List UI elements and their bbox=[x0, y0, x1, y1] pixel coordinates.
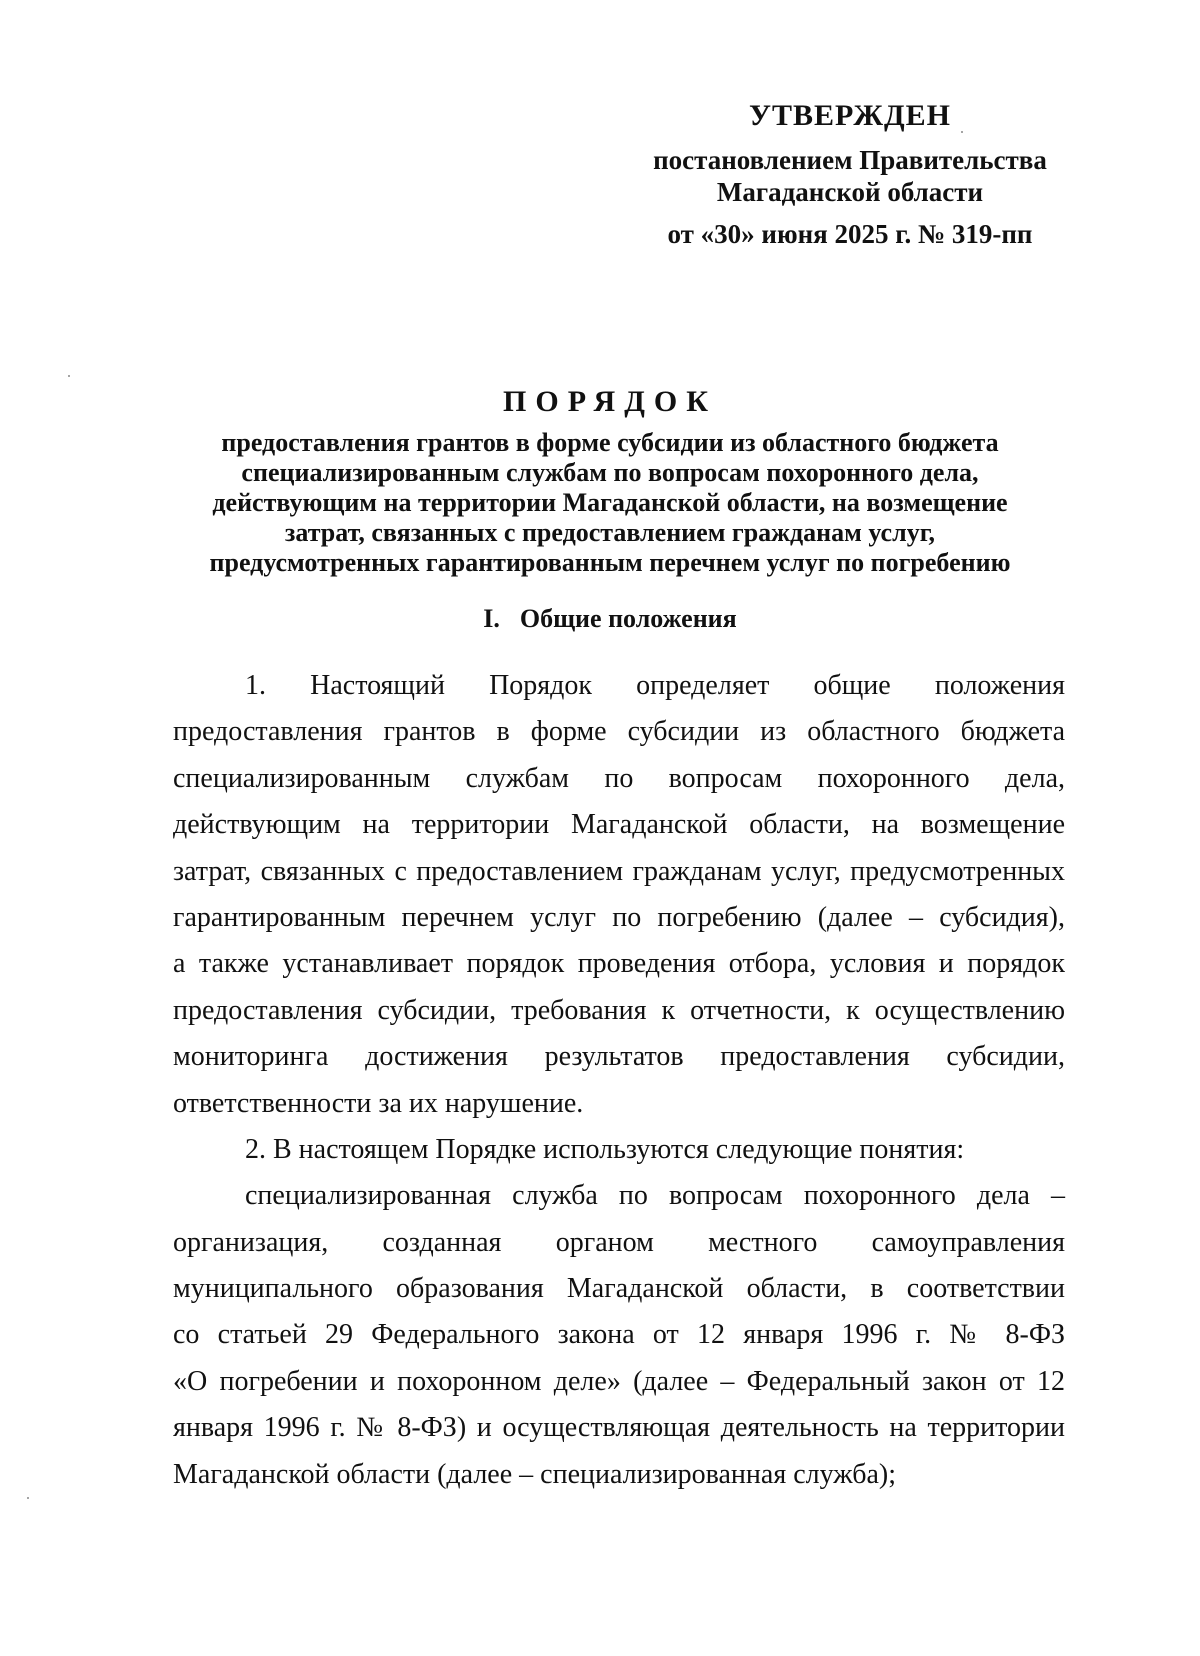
document-subtitle-line: затрат, связанных с предоставлением гражданам услуг, bbox=[284, 518, 936, 547]
body-text bbox=[173, 663, 1065, 1498]
document-title-block bbox=[160, 384, 1060, 578]
approval-line-1: постановлением Правительства bbox=[653, 145, 1047, 175]
body-line: а также устанавливает порядок проведения отбора, условия и порядок bbox=[173, 948, 1065, 980]
scan-speck bbox=[68, 375, 70, 377]
document-subtitle-line: предусмотренных гарантированным перечнем услуг по погребению bbox=[209, 548, 1011, 577]
body-line: специализированная служба по вопросам похоронного дела – bbox=[245, 1180, 1065, 1212]
body-line: муниципального образования Магаданской области, в соответствии bbox=[173, 1273, 1065, 1305]
approval-stamp: УТВЕРЖДЕН bbox=[749, 99, 951, 132]
body-line: предоставления грантов в форме субсидии из областного бюджета bbox=[173, 716, 1065, 748]
body-line: организация, созданная органом местного самоуправления bbox=[173, 1226, 1065, 1258]
section-title: Общие положения bbox=[519, 604, 737, 633]
body-line: со статьей 29 Федерального закона от 12 января 1996 г. № 8-ФЗ bbox=[173, 1319, 1065, 1351]
decree-date-line: от «30» июня 2025 г. № 319-пп bbox=[667, 219, 1033, 249]
document-title: ПОРЯДОК bbox=[503, 385, 717, 418]
body-line: 1. Настоящий Порядок определяет общие положения bbox=[245, 670, 1065, 701]
body-line: предоставления субсидии, требования к отчетности, к осуществлению bbox=[173, 994, 1065, 1026]
scan-speck bbox=[27, 1497, 29, 1499]
body-line: Магаданской области (далее – специализированная служба); bbox=[173, 1458, 896, 1490]
body-line: «О погребении и похоронном деле» (далее – Федеральный закон от 12 bbox=[173, 1365, 1065, 1397]
body-line: затрат, связанных с предоставлением гражданам услуг, предусмотренных bbox=[173, 855, 1065, 887]
section-number: I. bbox=[483, 604, 500, 633]
section-heading bbox=[160, 603, 1060, 635]
document-subtitle-line: специализированным службам по вопросам похоронного дела, bbox=[241, 458, 979, 487]
body-line: 2. В настоящем Порядке используются следующие понятия: bbox=[245, 1133, 965, 1165]
approval-line-2: Магаданской области bbox=[716, 177, 984, 207]
body-line: января 1996 г. № 8-ФЗ) и осуществляющая деятельность на территории bbox=[173, 1412, 1065, 1444]
body-line: специализированным службам по вопросам похоронного дела, bbox=[173, 762, 1065, 794]
document-subtitle-line: предоставления грантов в форме субсидии из областного бюджета bbox=[221, 428, 999, 457]
approval-block bbox=[600, 100, 1100, 250]
body-line: мониторинга достижения результатов предоставления субсидии, bbox=[173, 1041, 1065, 1073]
body-line: ответственности за их нарушение. bbox=[173, 1087, 584, 1119]
document-subtitle-line: действующим на территории Магаданской области, на возмещение bbox=[212, 488, 1008, 517]
body-line: гарантированным перечнем услуг по погребению (далее – субсидия), bbox=[173, 901, 1065, 933]
body-line: действующим на территории Магаданской области, на возмещение bbox=[173, 809, 1065, 841]
